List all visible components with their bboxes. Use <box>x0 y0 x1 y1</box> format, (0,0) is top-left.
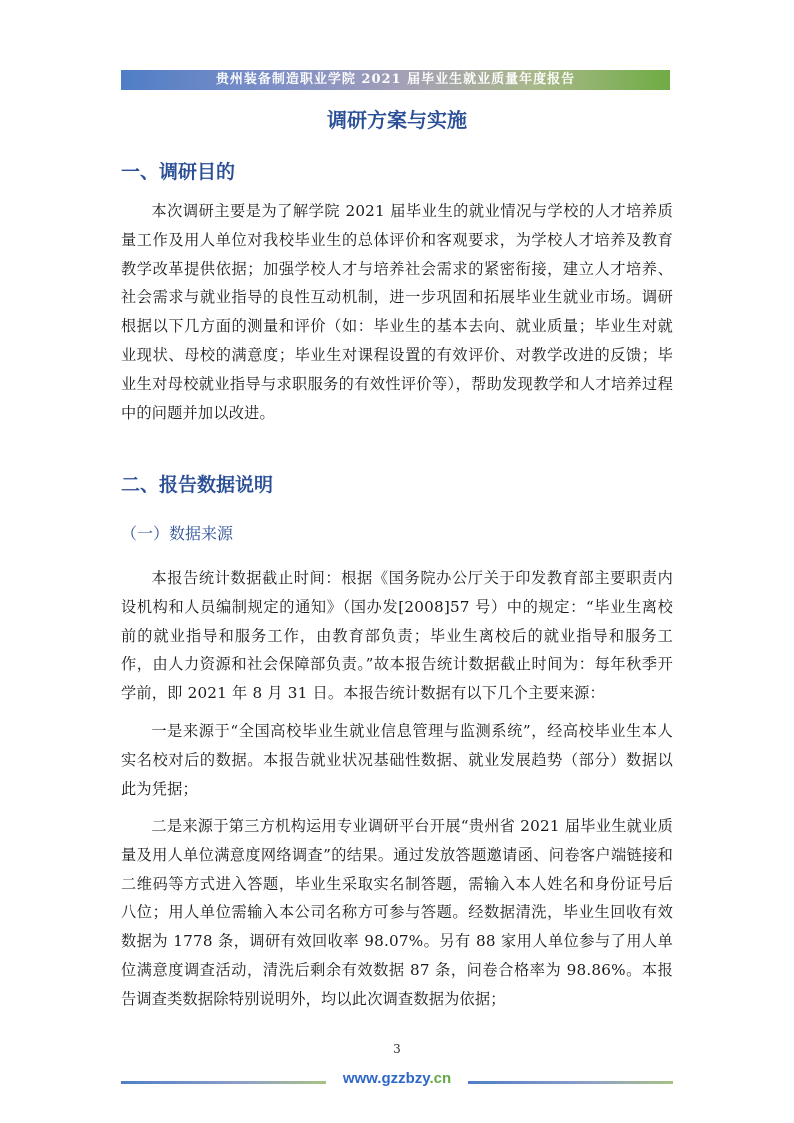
section-heading-data: 二、报告数据说明 <box>121 474 274 496</box>
page-number: 3 <box>393 1042 401 1056</box>
section-heading-purpose: 一、调研目的 <box>121 161 236 183</box>
subsection-heading-data-source: （一）数据来源 <box>121 524 234 543</box>
paragraph-source-two: 二是来源于第三方机构运用专业调研平台开展“贵州省 2021 届毕业生就业质量及用人单位满意度网络调查”的结果。通过发放答题邀请函、问卷客户端链接和二维码等方式进入答题，毕业生采取实名制答题，需输入本人姓名和身份证号后八位；用人单位需输入本公司名称方可参与答题。经数据清洗，毕业生回收有效数据为 1778 条，调研有效回收率 98.07%。另有 88 家用人单位参与了用人单位满意度调查活动，清洗后剩余有效数据 87 条，问卷合格率为 98.86%。本报告调查类数据除特别说明外，均以此次调查数据为依据； <box>121 817 673 1008</box>
paragraph-data-cutoff: 本报告统计数据截止时间：根据《国务院办公厅关于印发教育部主要职责内设机构和人员编制规定的通知》（国办发[2008]57 号）中的规定：“毕业生离校前的就业指导和服务工作，由教育部负责；毕业生离校后的就业指导和服务工作，由人力资源和社会保障部负责。”故本报告统计数据截止时间为：每年秋季开学前，即 2021 年 8 月 31 日。本报告统计数据有以下几个主要来源： <box>121 569 673 703</box>
footer-divider-right <box>468 1081 673 1084</box>
paragraph-source-one: 一是来源于“全国高校毕业生就业信息管理与监测系统”，经高校毕业生本人实名校对后的数据。本报告就业状况基础性数据、就业发展趋势（部分）数据以此为凭据； <box>121 722 673 798</box>
footer-url-suffix: .cn <box>429 1070 452 1087</box>
footer-divider-left <box>121 1081 326 1084</box>
paragraph-purpose: 本次调研主要是为了解学院 2021 届毕业生的就业情况与学校的人才培养质量工作及用人单位对我校毕业生的总体评价和客观要求，为学校人才培养及教育教学改革提供依据；加强学校人才与培养社会需求的紧密衔接，建立人才培养、社会需求与就业指导的良性互动机制，进一步巩固和拓展毕业生就业市场。调研根据以下几方面的测量和评价（如：毕业生的基本去向、就业质量；毕业生对就业现状、母校的满意度；毕业生对课程设置的有效评价、对教学改进的反馈；毕业生对母校就业指导与求职服务的有效性评价等），帮助发现教学和人才培养过程中的问题并加以改进。 <box>121 202 673 422</box>
footer-url-domain: gzzbzy <box>381 1070 430 1087</box>
footer-website-link[interactable] <box>326 1070 468 1087</box>
header-title: 贵州装备制造职业学院 2021 届毕业生就业质量年度报告 <box>215 72 576 87</box>
footer-url-prefix: www. <box>342 1070 382 1087</box>
page-title: 调研方案与实施 <box>327 108 467 132</box>
